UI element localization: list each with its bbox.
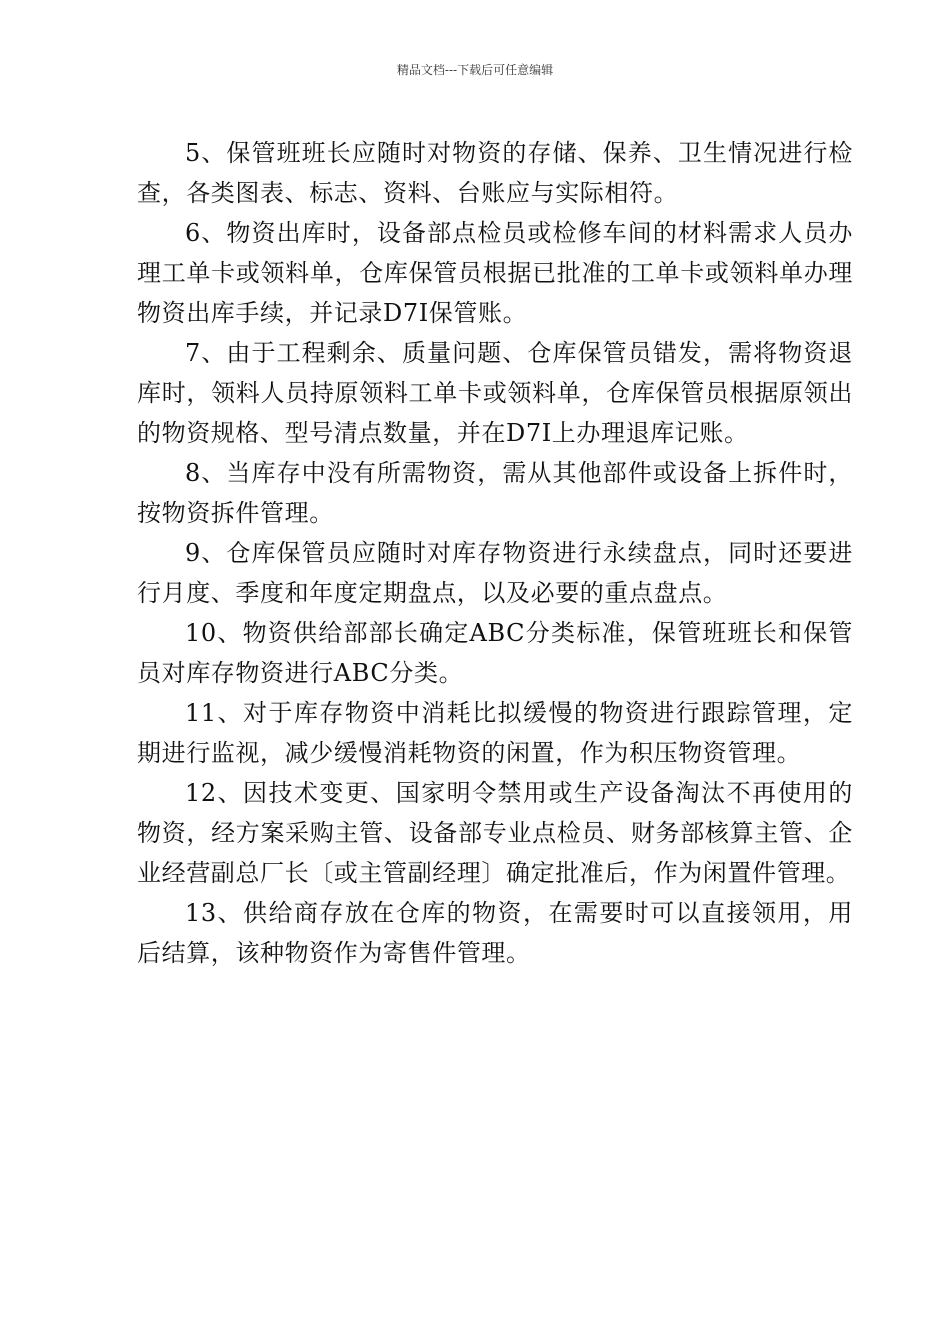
paragraph-6: 6、物资出库时，设备部点检员或检修车间的材料需求人员办理工单卡或领料单，仓库保管员根据已批准的工单卡或领料单办理物资出库手续，并记录D7I保管账。 xyxy=(137,219,853,327)
paragraph-11: 11、对于库存物资中消耗比拟缓慢的物资进行跟踪管理，定期进行监视，减少缓慢消耗物资的闲置，作为积压物资管理。 xyxy=(137,699,853,767)
page-header: 精品文档---下载后可任意编辑 xyxy=(396,63,554,77)
paragraph-8: 8、当库存中没有所需物资，需从其他部件或设备上拆件时，按物资拆件管理。 xyxy=(137,459,853,527)
paragraph-9: 9、仓库保管员应随时对库存物资进行永续盘点，同时还要进行月度、季度和年度定期盘点，以及必要的重点盘点。 xyxy=(137,539,853,607)
paragraph-13: 13、供给商存放在仓库的物资，在需要时可以直接领用，用后结算，该种物资作为寄售件管理。 xyxy=(137,899,853,967)
paragraph-10: 10、物资供给部部长确定ABC分类标准，保管班班长和保管员对库存物资进行ABC分类。 xyxy=(137,619,853,687)
paragraph-5: 5、保管班班长应随时对物资的存储、保养、卫生情况进行检查，各类图表、标志、资料、台账应与实际相符。 xyxy=(137,139,853,207)
document-body xyxy=(137,133,853,973)
paragraph-7: 7、由于工程剩余、质量问题、仓库保管员错发，需将物资退库时，领料人员持原领料工单卡或领料单，仓库保管员根据原领出的物资规格、型号清点数量，并在D7I上办理退库记账。 xyxy=(137,339,853,447)
paragraph-12: 12、因技术变更、国家明令禁用或生产设备淘汰不再使用的物资，经方案采购主管、设备部专业点检员、财务部核算主管、企业经营副总厂长〔或主管副经理〕确定批准后，作为闲置件管理。 xyxy=(137,779,853,887)
